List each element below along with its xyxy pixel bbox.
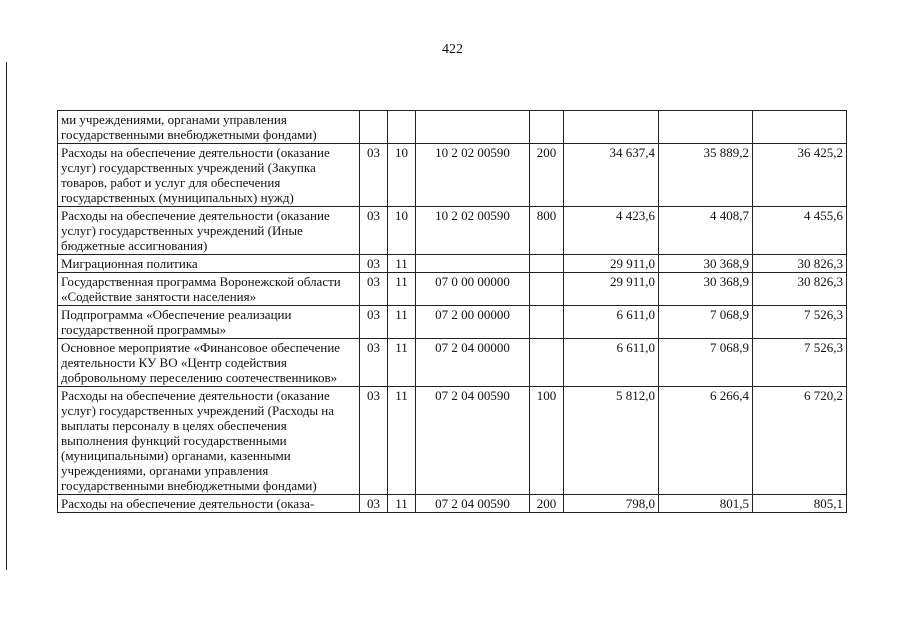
row-csr: 10 2 02 00590 bbox=[416, 207, 530, 255]
row-vr bbox=[530, 255, 564, 273]
row-year2: 30 368,9 bbox=[659, 273, 753, 306]
budget-table bbox=[57, 110, 847, 513]
row-name: Основное мероприятие «Финансовое обеспечение деятельности КУ ВО «Центр содействия добровольному переселению соотечественников» bbox=[58, 339, 360, 387]
row-pr: 10 bbox=[388, 207, 416, 255]
table-row bbox=[58, 144, 847, 207]
row-year1: 6 611,0 bbox=[564, 306, 659, 339]
row-vr: 100 bbox=[530, 387, 564, 495]
row-year3: 7 526,3 bbox=[753, 306, 847, 339]
row-year2: 801,5 bbox=[659, 495, 753, 513]
row-csr: 07 2 04 00000 bbox=[416, 339, 530, 387]
row-year3: 30 826,3 bbox=[753, 255, 847, 273]
row-pr bbox=[388, 111, 416, 144]
table-row bbox=[58, 387, 847, 495]
row-csr: 07 2 00 00000 bbox=[416, 306, 530, 339]
row-pr: 11 bbox=[388, 255, 416, 273]
row-rz: 03 bbox=[360, 495, 388, 513]
table-row bbox=[58, 306, 847, 339]
row-name: Подпрограмма «Обеспечение реализации государственной программы» bbox=[58, 306, 360, 339]
row-pr: 10 bbox=[388, 144, 416, 207]
row-pr: 11 bbox=[388, 339, 416, 387]
row-vr bbox=[530, 339, 564, 387]
row-csr: 07 2 04 00590 bbox=[416, 387, 530, 495]
row-year1 bbox=[564, 111, 659, 144]
row-year2 bbox=[659, 111, 753, 144]
row-vr: 200 bbox=[530, 144, 564, 207]
page-number: 422 bbox=[442, 42, 463, 57]
row-vr bbox=[530, 111, 564, 144]
row-year1: 5 812,0 bbox=[564, 387, 659, 495]
page-edge-rule bbox=[6, 62, 7, 570]
row-year2: 7 068,9 bbox=[659, 306, 753, 339]
row-year1: 798,0 bbox=[564, 495, 659, 513]
row-pr: 11 bbox=[388, 495, 416, 513]
row-pr: 11 bbox=[388, 273, 416, 306]
row-year2: 4 408,7 bbox=[659, 207, 753, 255]
row-rz bbox=[360, 111, 388, 144]
row-year1: 29 911,0 bbox=[564, 255, 659, 273]
row-rz: 03 bbox=[360, 144, 388, 207]
table-row bbox=[58, 207, 847, 255]
row-year3: 36 425,2 bbox=[753, 144, 847, 207]
table-row bbox=[58, 111, 847, 144]
row-rz: 03 bbox=[360, 339, 388, 387]
row-year3 bbox=[753, 111, 847, 144]
row-year2: 30 368,9 bbox=[659, 255, 753, 273]
row-year1: 4 423,6 bbox=[564, 207, 659, 255]
row-rz: 03 bbox=[360, 387, 388, 495]
row-name: Расходы на обеспечение деятельности (оказание услуг) государственных учреждений (Иные бюджетные ассигнования) bbox=[58, 207, 360, 255]
row-vr bbox=[530, 273, 564, 306]
table-row bbox=[58, 495, 847, 513]
row-year3: 6 720,2 bbox=[753, 387, 847, 495]
row-csr bbox=[416, 111, 530, 144]
row-csr: 10 2 02 00590 bbox=[416, 144, 530, 207]
row-rz: 03 bbox=[360, 207, 388, 255]
table-row bbox=[58, 273, 847, 306]
row-year1: 29 911,0 bbox=[564, 273, 659, 306]
row-year2: 35 889,2 bbox=[659, 144, 753, 207]
row-csr: 07 0 00 00000 bbox=[416, 273, 530, 306]
row-year3: 7 526,3 bbox=[753, 339, 847, 387]
row-year1: 34 637,4 bbox=[564, 144, 659, 207]
row-name: Расходы на обеспечение деятельности (оказание услуг) государственных учреждений (Закупка товаров, работ и услуг для обеспечения государственных (муниципальных) нужд) bbox=[58, 144, 360, 207]
row-name: Расходы на обеспечение деятельности (оказание услуг) государственных учреждений (Расходы на выплаты персоналу в целях обеспечения выполнения функций государственными (муниципальными) органами, казенными учреждениями, органами управления государственными внебюджетными фондами) bbox=[58, 387, 360, 495]
row-pr: 11 bbox=[388, 306, 416, 339]
row-rz: 03 bbox=[360, 255, 388, 273]
row-year3: 805,1 bbox=[753, 495, 847, 513]
row-rz: 03 bbox=[360, 306, 388, 339]
row-year1: 6 611,0 bbox=[564, 339, 659, 387]
row-csr bbox=[416, 255, 530, 273]
row-year3: 30 826,3 bbox=[753, 273, 847, 306]
row-name: Миграционная политика bbox=[58, 255, 360, 273]
row-year2: 6 266,4 bbox=[659, 387, 753, 495]
row-year2: 7 068,9 bbox=[659, 339, 753, 387]
row-name: Расходы на обеспечение деятельности (оказа- bbox=[58, 495, 360, 513]
row-vr: 200 bbox=[530, 495, 564, 513]
budget-table-body bbox=[58, 111, 847, 513]
table-row bbox=[58, 255, 847, 273]
row-name: ми учреждениями, органами управления государственными внебюджетными фондами) bbox=[58, 111, 360, 144]
row-vr: 800 bbox=[530, 207, 564, 255]
row-csr: 07 2 04 00590 bbox=[416, 495, 530, 513]
row-year3: 4 455,6 bbox=[753, 207, 847, 255]
row-rz: 03 bbox=[360, 273, 388, 306]
row-pr: 11 bbox=[388, 387, 416, 495]
row-vr bbox=[530, 306, 564, 339]
table-row bbox=[58, 339, 847, 387]
row-name: Государственная программа Воронежской области «Содействие занятости населения» bbox=[58, 273, 360, 306]
